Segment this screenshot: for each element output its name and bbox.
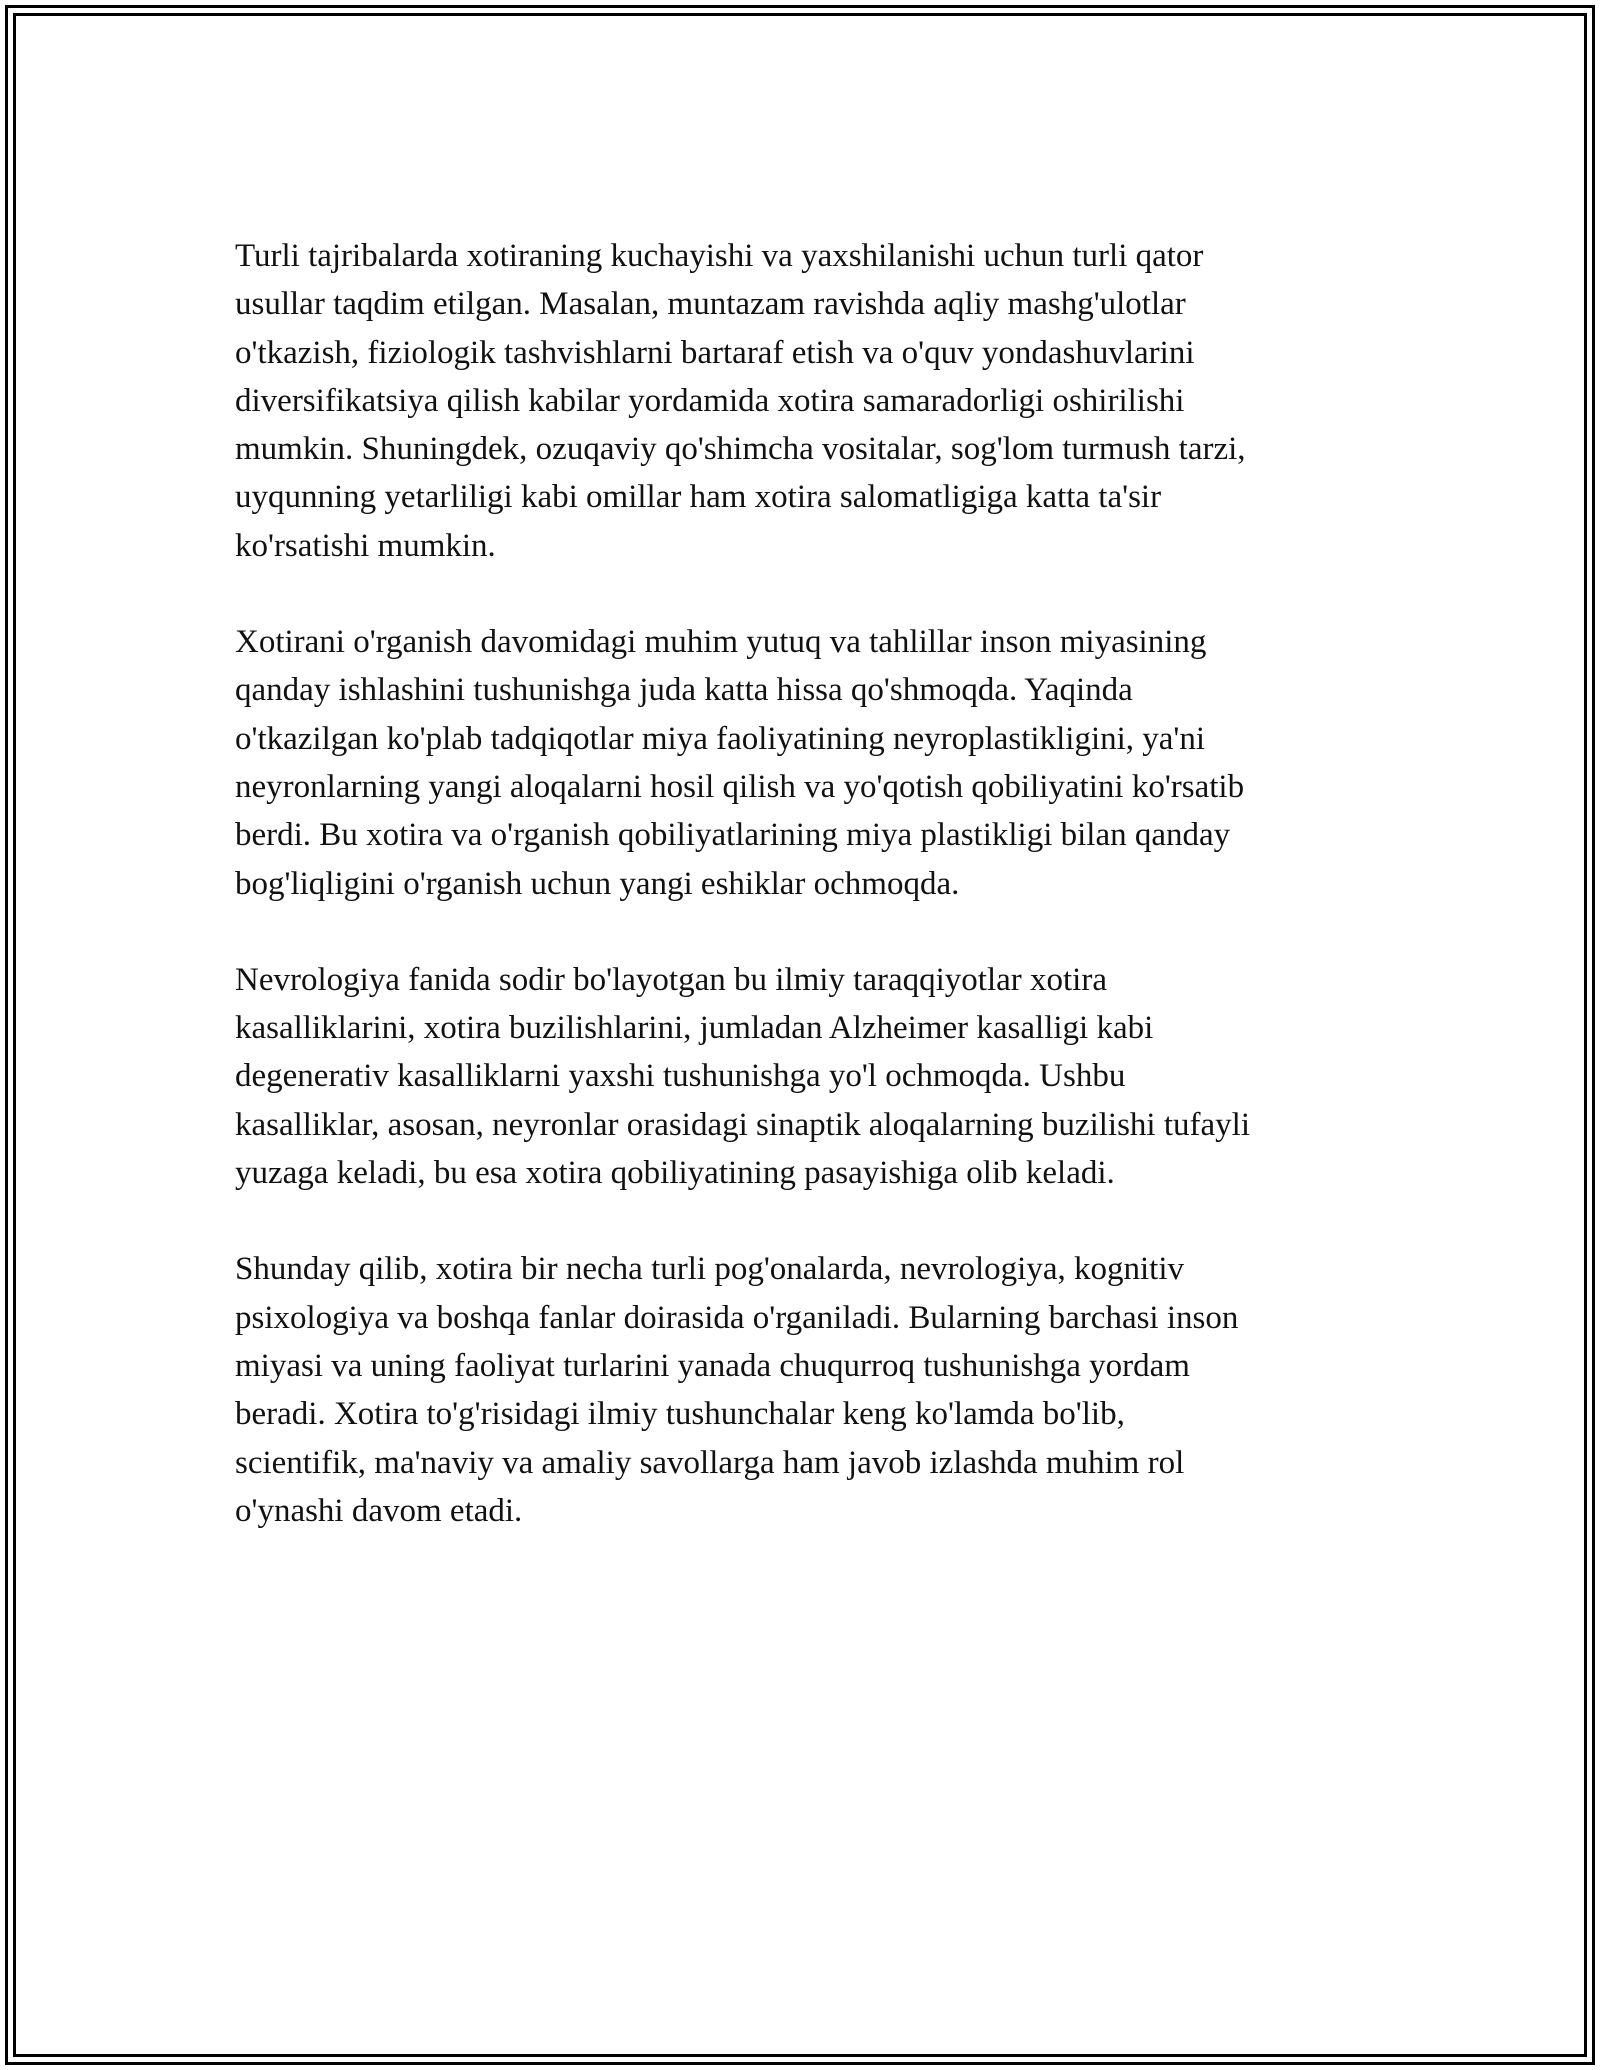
text-line: o'ynashi davom etadi. [235, 1492, 523, 1529]
text-line: usullar taqdim etilgan. Masalan, muntazam ravishda aqliy mashg'ulotlar [235, 286, 1186, 323]
text-line: Nevrologiya fanida sodir bo'layotgan bu ilmiy taraqqiyotlar xotira [235, 961, 1107, 998]
paragraph-1 [235, 232, 1375, 570]
text-line: Xotirani o'rganish davomidagi muhim yutuq va tahlillar inson miyasining [235, 624, 1207, 661]
text-line: kasalliklarini, xotira buzilishlarini, jumladan Alzheimer kasalligi kabi [235, 1010, 1154, 1047]
text-line: kasalliklar, asosan, neyronlar orasidagi sinaptik aloqalarning buzilishi tufayli [235, 1106, 1250, 1143]
text-line: yuzaga keladi, bu esa xotira qobiliyatining pasayishiga olib keladi. [235, 1155, 1115, 1192]
text-line: beradi. Xotira to'g'risidagi ilmiy tushunchalar keng ko'lamda bo'lib, [235, 1396, 1125, 1433]
text-line: mumkin. Shuningdek, ozuqaviy qo'shimcha vositalar, sog'lom turmush tarzi, [235, 431, 1246, 468]
text-line: neyronlarning yangi aloqalarni hosil qilish va yo'qotish qobiliyatini ko'rsatib [235, 768, 1245, 805]
text-line: scientifik, ma'naviy va amaliy savollarga ham javob izlashda muhim rol [235, 1444, 1185, 1481]
text-line: o'tkazish, fiziologik tashvishlarni bartaraf etish va o'quv yondashuvlarini [235, 334, 1195, 371]
text-line: berdi. Bu xotira va o'rganish qobiliyatlarining miya plastikligi bilan qanday [235, 817, 1231, 854]
paragraph-3 [235, 956, 1375, 1197]
text-line: Turli tajribalarda xotiraning kuchayishi va yaxshilanishi uchun turli qator [235, 238, 1204, 274]
paragraph-4 [235, 1245, 1375, 1535]
paragraph-2 [235, 618, 1375, 908]
text-line: ko'rsatishi mumkin. [235, 527, 496, 564]
text-line: psixologiya va boshqa fanlar doirasida o'rganiladi. Bularning barchasi inson [235, 1299, 1239, 1336]
text-line: bog'liqligini o'rganish uchun yangi eshiklar ochmoqda. [235, 865, 960, 902]
text-line: uyqunning yetarliligi kabi omillar ham xotira salomatligiga katta ta'sir [235, 479, 1162, 516]
text-line: diversifikatsiya qilish kabilar yordamida xotira samaradorligi oshirilishi [235, 382, 1185, 419]
text-line: qanday ishlashini tushunishga juda katta hissa qo'shmoqda. Yaqinda [235, 672, 1133, 709]
text-line: Shunday qilib, xotira bir necha turli pog'onalarda, nevrologiya, kognitiv [235, 1251, 1184, 1288]
document-body [235, 232, 1375, 1583]
text-line: o'tkazilgan ko'plab tadqiqotlar miya faoliyatining neyroplastikligini, ya'ni [235, 720, 1206, 757]
text-line: miyasi va uning faoliyat turlarini yanada chuqurroq tushunishga yordam [235, 1347, 1190, 1384]
text-line: degenerativ kasalliklarni yaxshi tushunishga yo'l ochmoqda. Ushbu [235, 1058, 1126, 1095]
